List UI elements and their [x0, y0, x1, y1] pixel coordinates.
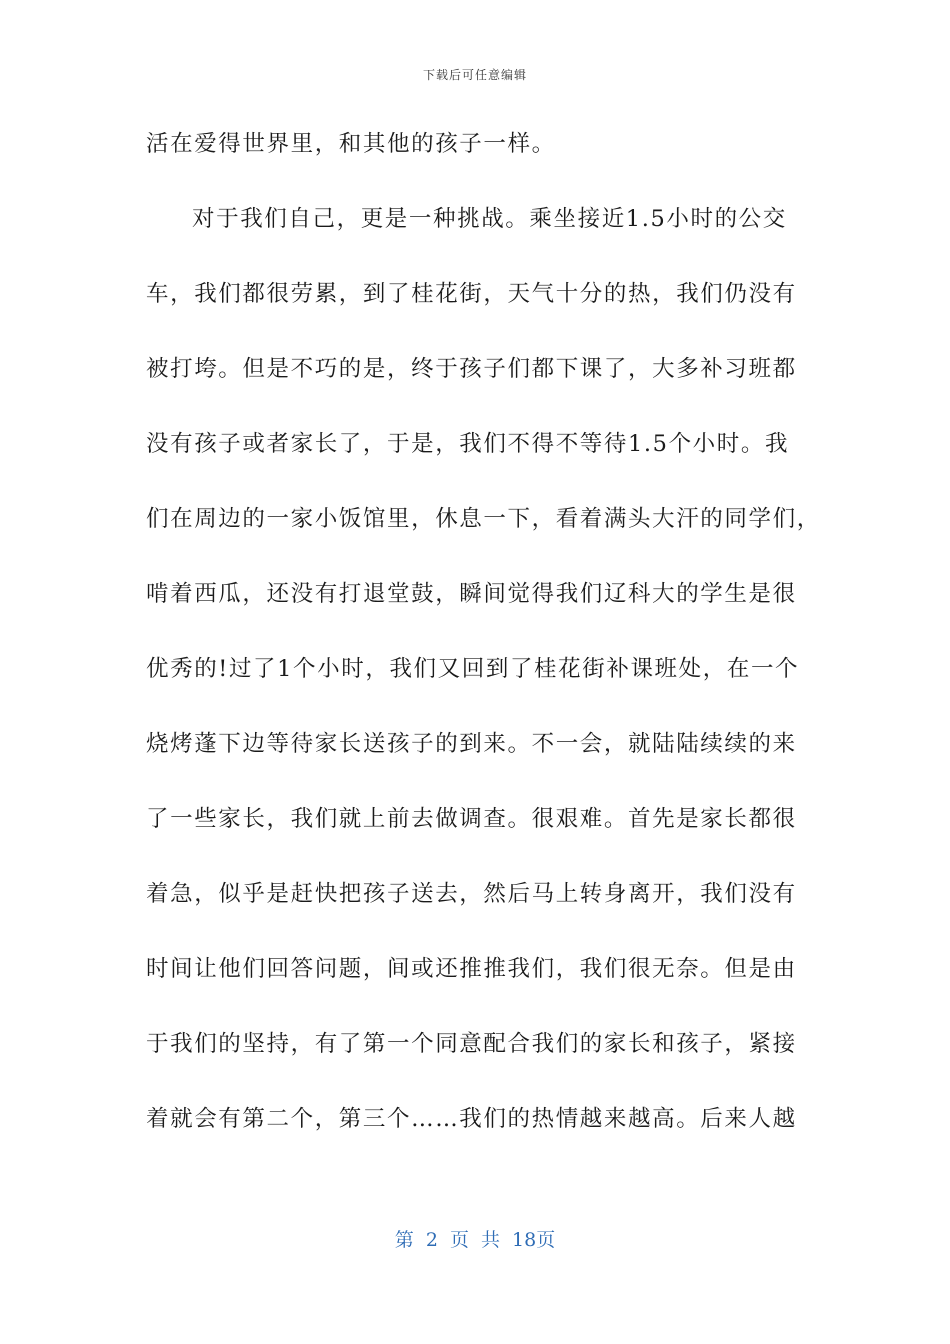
text-line: 着就会有第二个，第三个……我们的热情越来越高。后来人越 — [146, 1106, 797, 1132]
text-line: 了一些家长，我们就上前去做调查。很艰难。首先是家长都很 — [146, 806, 797, 832]
page-header-note: 下载后可任意编辑 — [422, 68, 527, 82]
text-line: 活在爱得世界里，和其他的孩子一样。 — [146, 131, 556, 157]
text-line: 于我们的坚持，有了第一个同意配合我们的家长和孩子，紧接 — [146, 1031, 797, 1057]
page-number-footer: 第 2 页 共 18页 — [394, 1229, 556, 1251]
text-line: 对于我们自己，更是一种挑战。乘坐接近1.5小时的公交 — [192, 206, 787, 232]
text-line: 啃着西瓜，还没有打退堂鼓，瞬间觉得我们辽科大的学生是很 — [146, 581, 797, 607]
text-line: 着急，似乎是赶快把孩子送去，然后马上转身离开，我们没有 — [146, 881, 797, 907]
text-line: 时间让他们回答问题，间或还推推我们，我们很无奈。但是由 — [146, 956, 797, 982]
text-line: 没有孩子或者家长了，于是，我们不得不等待1.5个小时。我 — [146, 431, 790, 457]
text-line: 车，我们都很劳累，到了桂花街，天气十分的热，我们仍没有 — [146, 281, 797, 307]
text-line: 被打垮。但是不巧的是，终于孩子们都下课了，大多补习班都 — [146, 356, 797, 382]
text-line: 们在周边的一家小饭馆里，休息一下，看着满头大汗的同学们， — [146, 506, 821, 532]
text-line: 烧烤蓬下边等待家长送孩子的到来。不一会，就陆陆续续的来 — [146, 731, 797, 757]
text-line: 优秀的!过了1个小时，我们又回到了桂花街补课班处，在一个 — [146, 656, 800, 682]
